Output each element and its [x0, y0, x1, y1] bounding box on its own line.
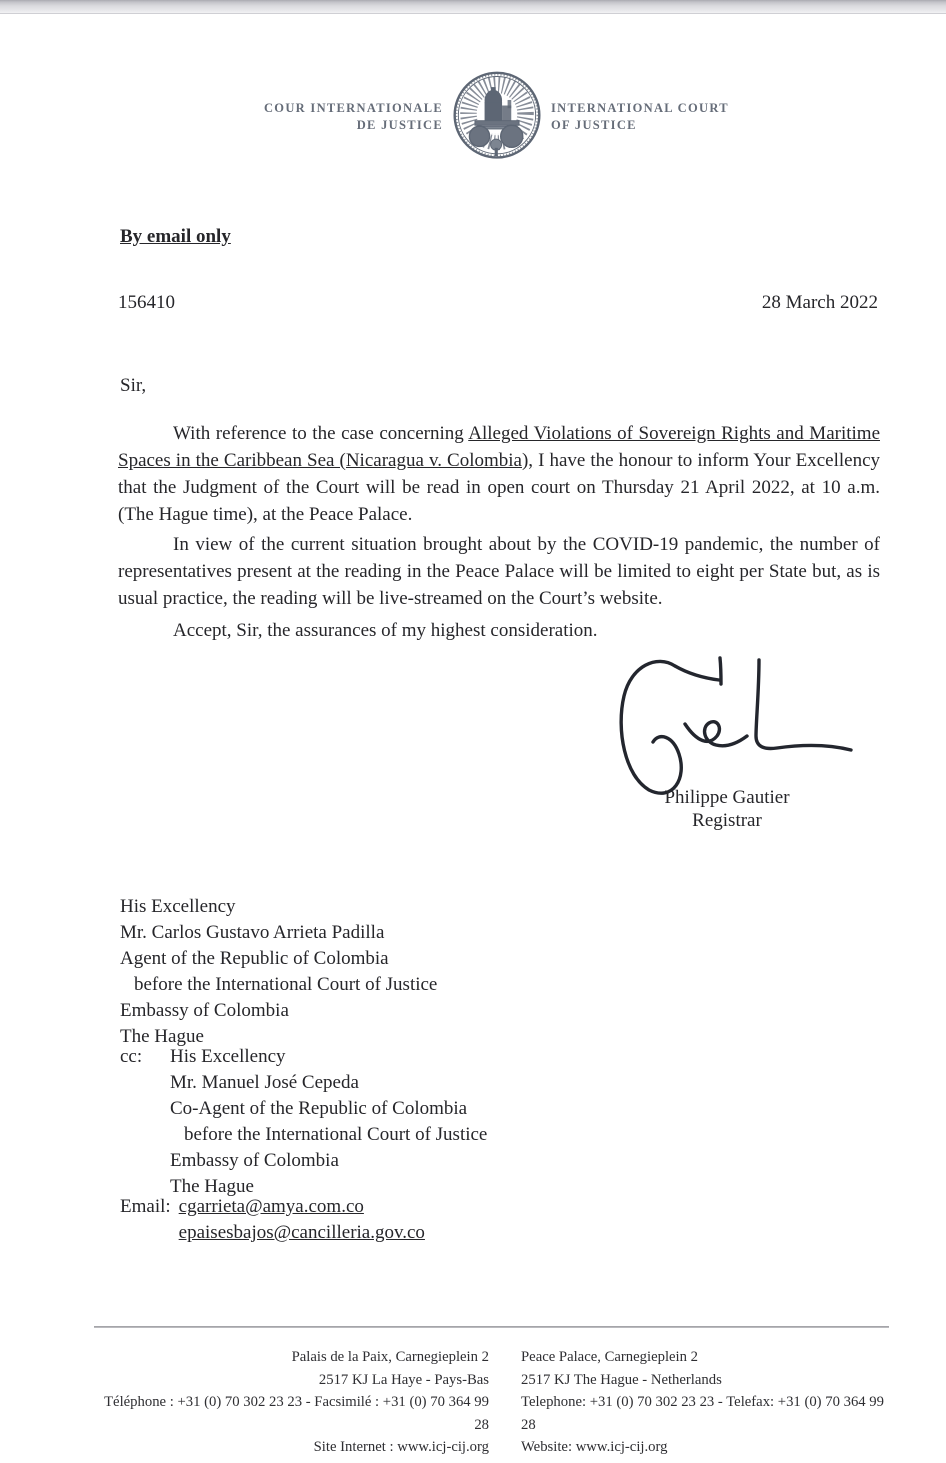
letterhead-french [233, 100, 443, 134]
email-address-list [179, 1194, 425, 1246]
signatory-title: Registrar [692, 810, 762, 831]
paragraph-closing: Accept, Sir, the assurances of my highest consideration. [173, 620, 598, 641]
letterhead-french-line1: COUR INTERNATIONALE [263, 101, 443, 115]
para1-intro: With reference to the case concerning [173, 423, 469, 444]
letterhead-english-line2: OF JUSTICE [551, 118, 637, 132]
reference-and-date-row [118, 292, 878, 314]
signatory-name: Philippe Gautier [664, 787, 790, 808]
cc-line: Mr. Manuel José Cepeda [170, 1072, 359, 1093]
email-address: epaisesbajos@cancilleria.gov.co [178, 1222, 425, 1243]
recipient-line: The Hague [120, 1026, 204, 1047]
cc-label: cc: [120, 1046, 143, 1067]
footer-english-column [521, 1346, 890, 1459]
icj-seal-icon [451, 65, 543, 169]
scan-top-edge [0, 0, 946, 14]
email-address: cgarrieta@amya.com.co [178, 1196, 364, 1217]
footer-en-line: 2517 KJ The Hague - Netherlands [521, 1371, 722, 1388]
letterhead-french-line2: DE JUSTICE [356, 118, 443, 132]
recipient-line: before the International Court of Justice [134, 974, 438, 995]
letterhead [24, 62, 946, 172]
recipient-line: Embassy of Colombia [120, 1000, 289, 1021]
cc-line: Embassy of Colombia [170, 1150, 339, 1171]
signatory-block [627, 786, 827, 832]
footer-en-line: Telephone: +31 (0) 70 302 23 23 - Telefax: +31 (0) 70 364 99 28 [521, 1394, 884, 1433]
para1-continuation: I have the honour to inform Your Excellency that the Judgment of the Court will be read in open court on Thursday 21 April 2022, at 10 a.m. (The Hague time), at the Peace Palace. [118, 450, 881, 525]
email-block [120, 1194, 425, 1246]
letterhead-english [551, 100, 761, 134]
case-name: Alleged Violations of Sovereign Rights and Maritime Spaces in the Caribbean Sea (Nicaragua v. Colombia), [118, 423, 880, 471]
footer-fr-line: Téléphone : +31 (0) 70 302 23 23 - Facsimilé : +31 (0) 70 364 99 28 [104, 1394, 489, 1433]
paragraph-covid-arrangements: In view of the current situation brought about by the COVID-19 pandemic, the number of representatives present at the reading in the Peace Palace will be limited to eight per State but, as is usual practice, the reading will be live-streamed on the Court’s website. [118, 534, 880, 609]
letterhead-english-line1: INTERNATIONAL COURT [551, 101, 729, 115]
letter-date: 28 March 2022 [761, 292, 878, 313]
footer-divider [94, 1326, 889, 1328]
recipient-line: Agent of the Republic of Colombia [120, 948, 389, 969]
cc-line: The Hague [170, 1176, 254, 1197]
cc-block [120, 1044, 487, 1200]
signature-icon [603, 650, 865, 800]
recipient-address-block [120, 894, 437, 1050]
footer [95, 1346, 890, 1459]
cc-line: Co-Agent of the Republic of Colombia [170, 1098, 468, 1119]
footer-fr-line: Site Internet : www.icj-cij.org [313, 1439, 489, 1455]
cc-line: His Excellency [170, 1046, 286, 1067]
paragraph-case-announcement [118, 420, 880, 528]
footer-en-line: Peace Palace, Carnegieplein 2 [521, 1349, 698, 1365]
email-label: Email: [120, 1196, 171, 1217]
footer-fr-line: Palais de la Paix, Carnegieplein 2 [291, 1349, 489, 1365]
footer-en-line: Website: www.icj-cij.org [521, 1439, 668, 1455]
reference-number: 156410 [118, 292, 175, 313]
recipient-line: His Excellency [120, 896, 236, 917]
footer-french-column [95, 1346, 489, 1459]
recipient-line: Mr. Carlos Gustavo Arrieta Padilla [120, 922, 385, 943]
salutation: Sir, [120, 375, 147, 396]
cc-line: before the International Court of Justice [184, 1124, 488, 1145]
delivery-method: By email only [120, 226, 231, 247]
cc-address-block [170, 1044, 487, 1200]
footer-fr-line: 2517 KJ La Haye - Pays-Bas [318, 1371, 489, 1388]
